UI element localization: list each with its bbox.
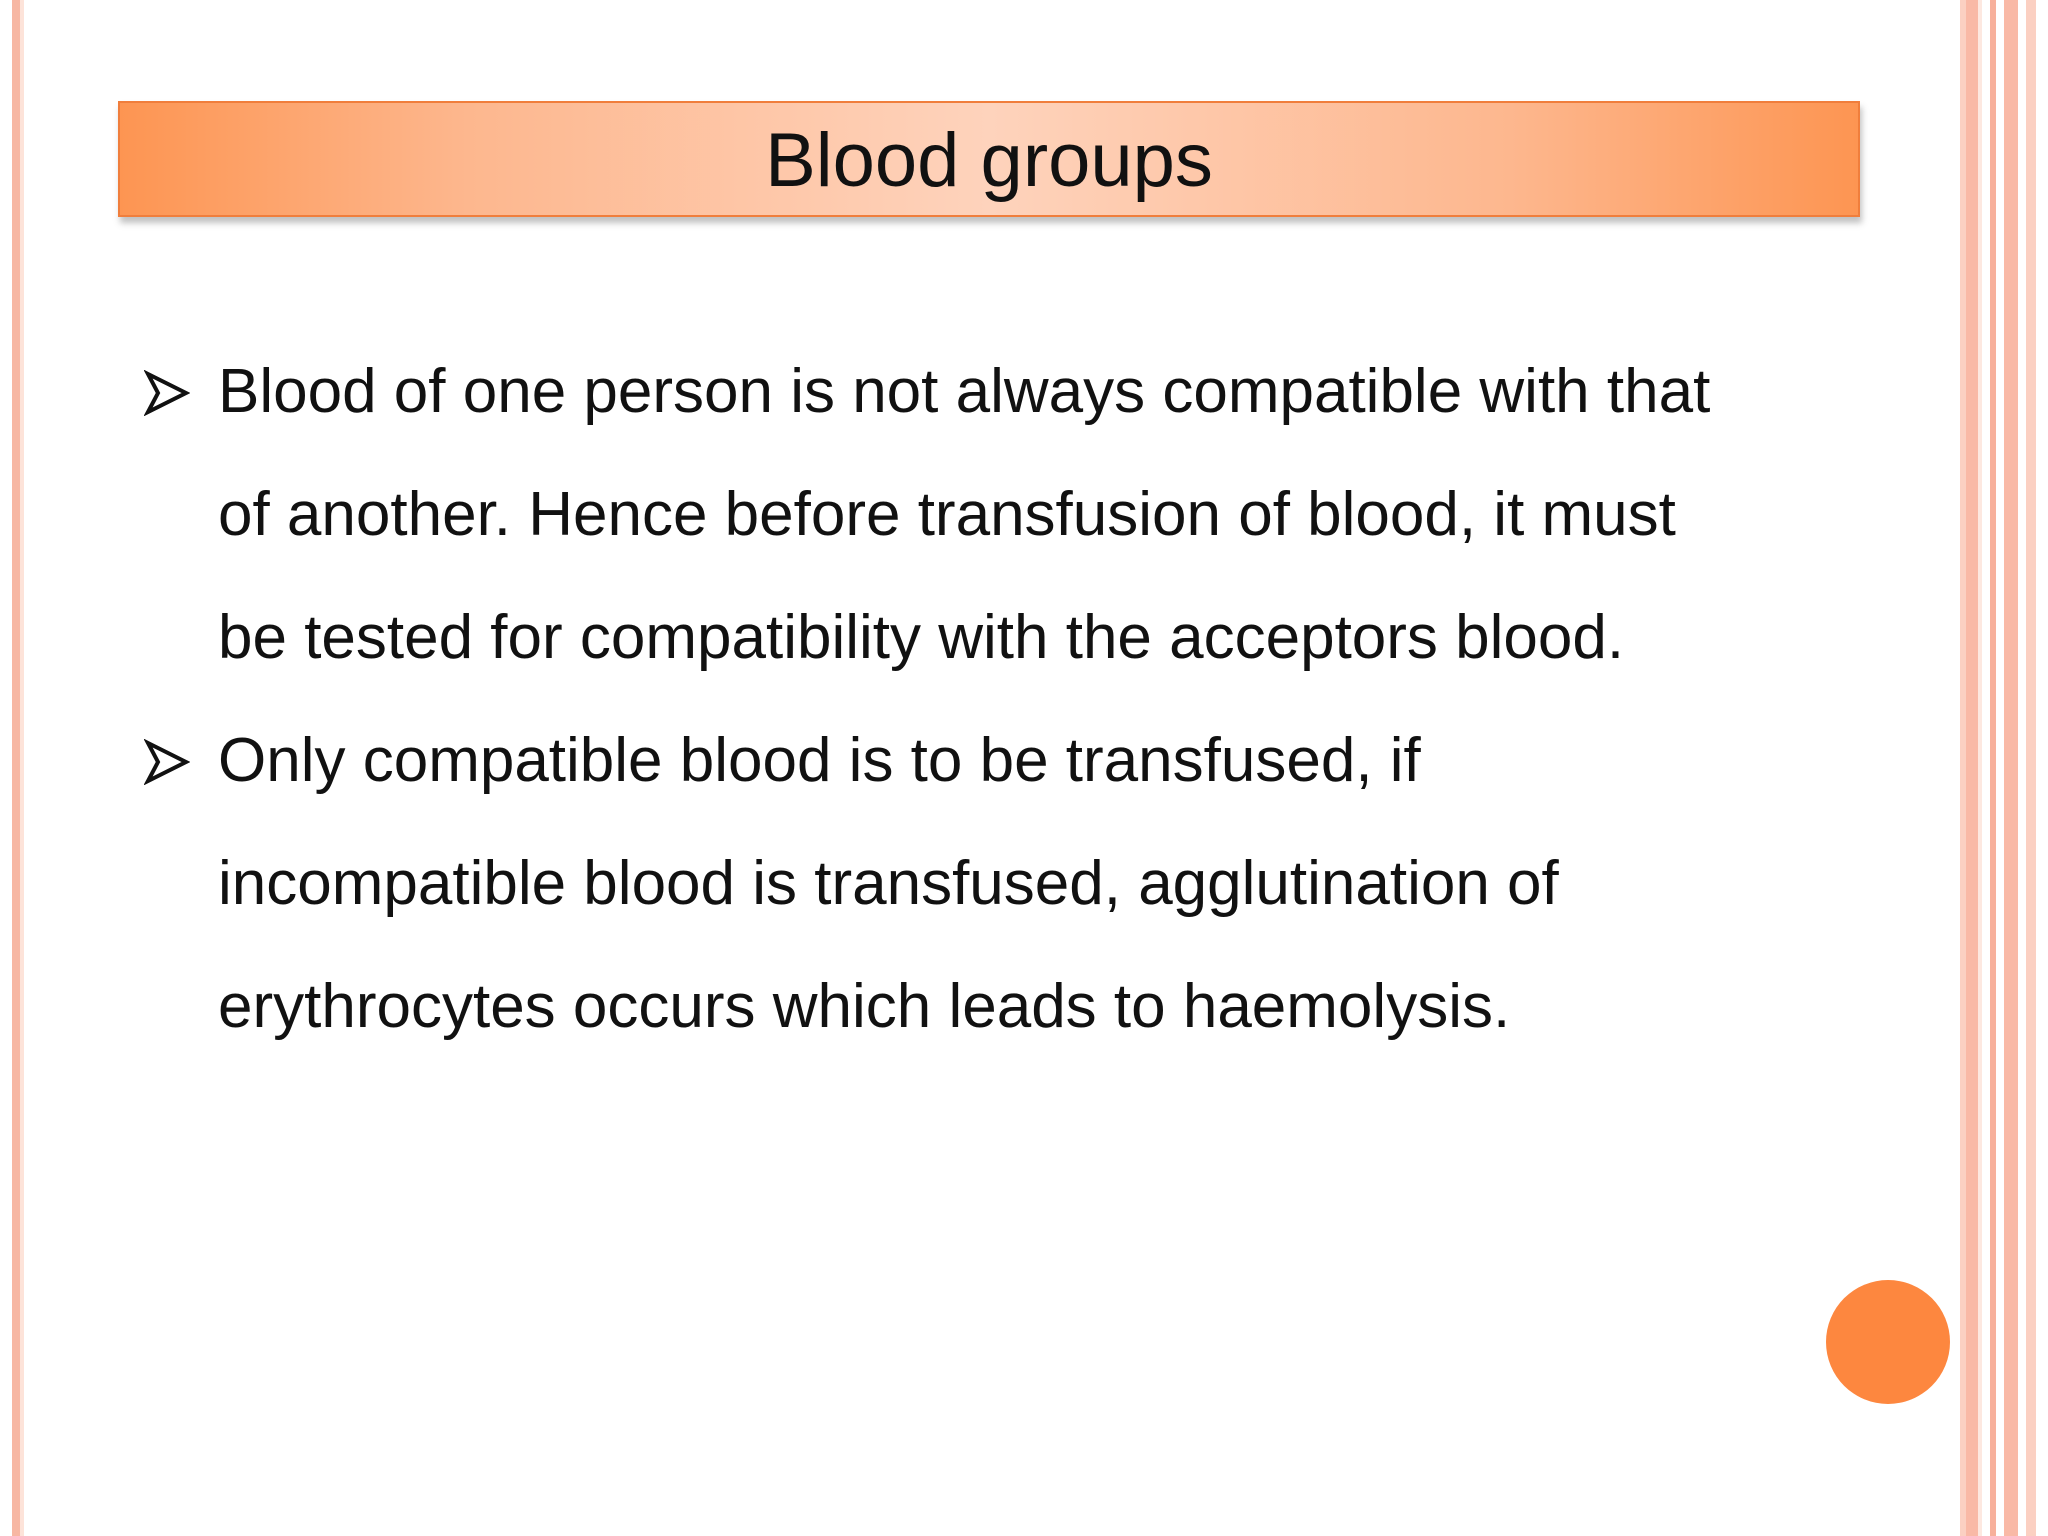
right-border-stripe: [1990, 0, 1996, 1536]
title-banner: [118, 101, 1860, 217]
bullet-text-line: erythrocytes occurs which leads to haemolysis.: [218, 972, 1511, 1041]
slide-title: Blood groups: [765, 118, 1213, 203]
right-border-stripe: [1966, 0, 1978, 1536]
bullet-text-line: of another. Hence before transfusion of blood, it must: [218, 480, 1676, 549]
right-border-stripe: [2004, 0, 2018, 1536]
bullet-text-line: be tested for compatibility with the acceptors blood.: [218, 603, 1625, 672]
left-border-stripe-inner: [20, 0, 24, 1536]
bullet-text-line: Blood of one person is not always compatible with that: [218, 357, 1711, 426]
bullet-list: [140, 330, 1880, 1068]
right-border-stripe: [2026, 0, 2036, 1536]
bullet-item: [140, 699, 1930, 1068]
right-border-stripe: [1978, 0, 1982, 1536]
arrowhead-bullet-icon: [144, 739, 190, 785]
bullet-text-line: Only compatible blood is to be transfused, if: [218, 726, 1421, 795]
decorative-orange-circle: [1826, 1280, 1950, 1404]
left-border-stripe: [12, 0, 20, 1536]
bullet-item: [140, 330, 1930, 699]
arrowhead-bullet-icon: [144, 370, 190, 416]
bullet-text-line: incompatible blood is transfused, agglutination of: [218, 849, 1559, 918]
